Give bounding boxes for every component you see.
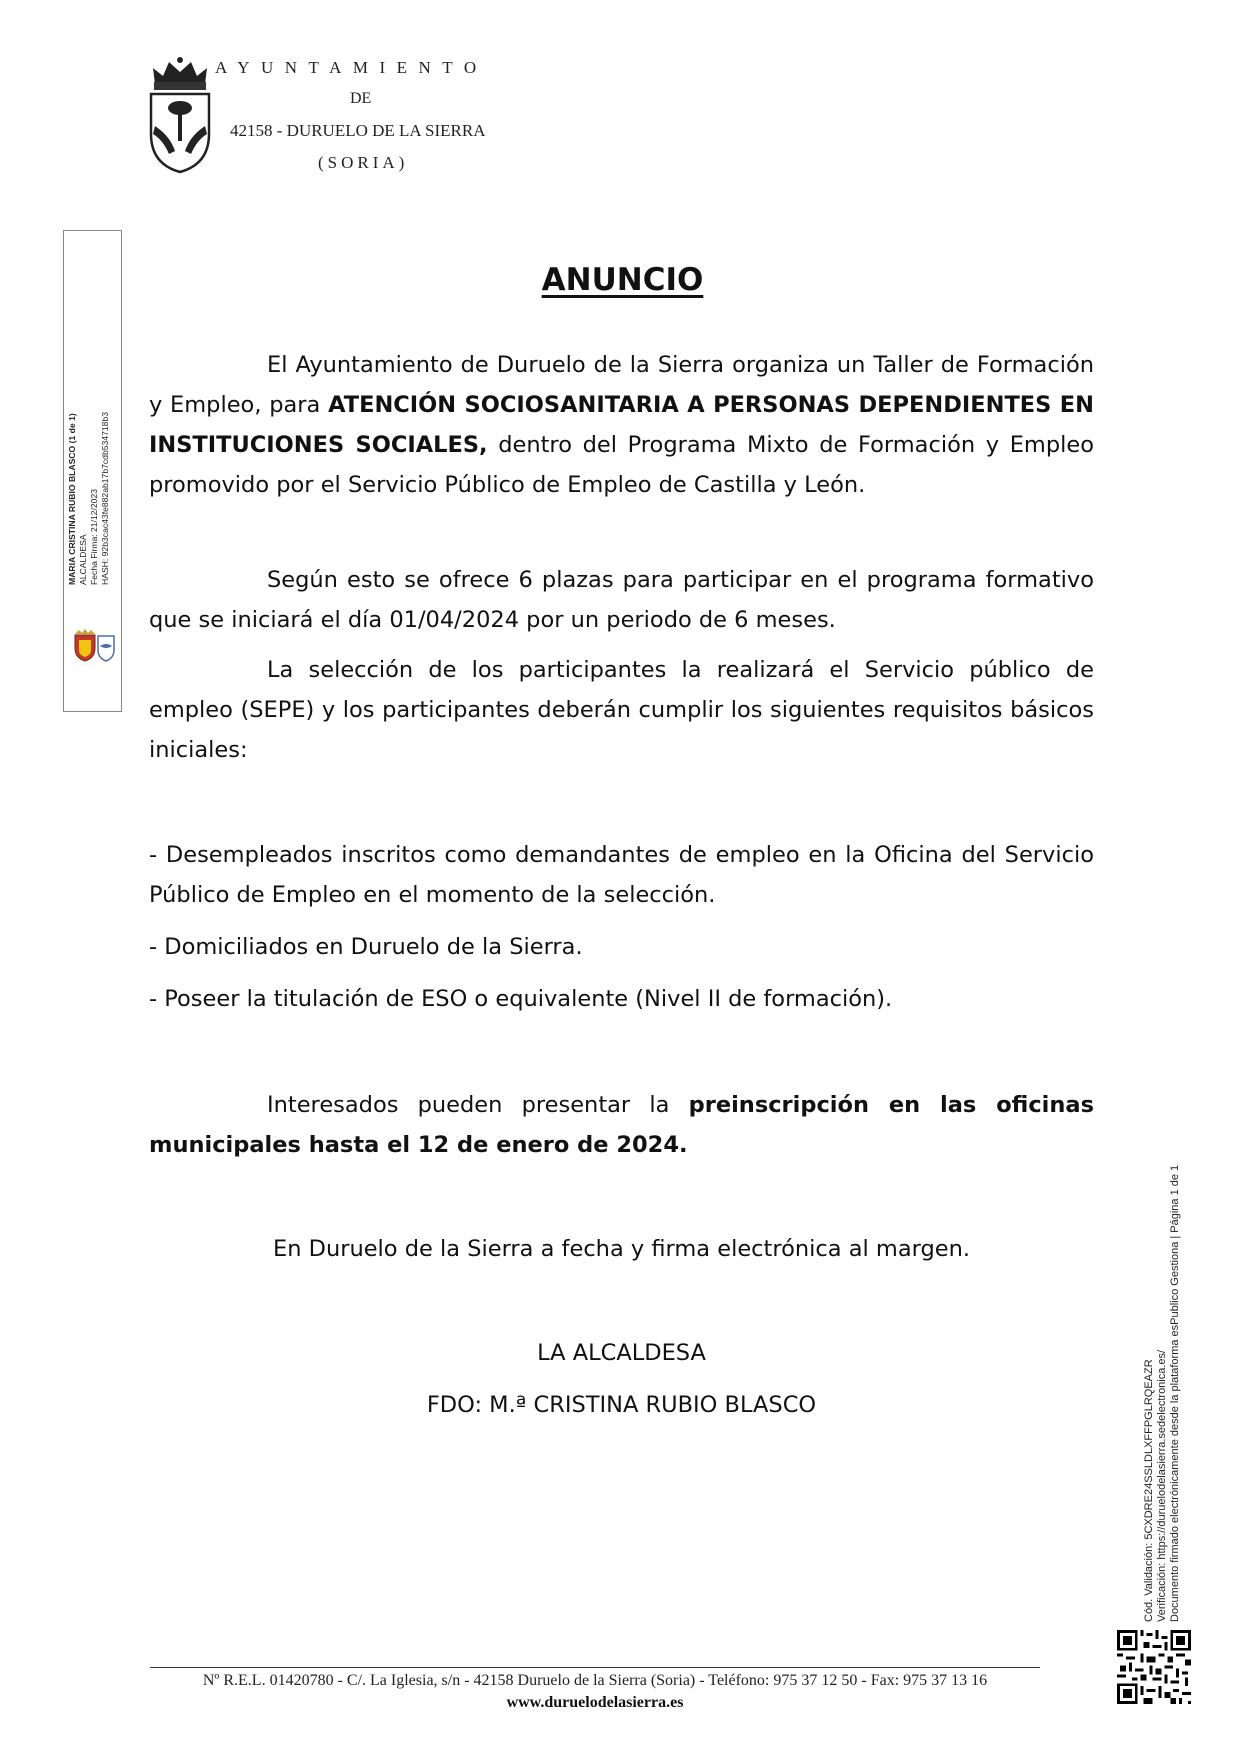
validation-platform: Documento firmado electrónicamente desde la plataforma esPublico Gestiona | Página 1 de 1 [1169, 1164, 1182, 1622]
preinscription-bold: preinscripción en las oficinas municipales hasta el 12 de enero de 2024. [149, 1092, 1094, 1158]
signature-date: Fecha Firma: 21/12/2023 [89, 488, 99, 585]
signer-title: LA ALCALDESA [537, 1340, 706, 1366]
paragraph-plazas [149, 560, 1094, 640]
requirement-item: - Poseer la titulación de ESO o equivalente (Nivel II de formación). [149, 986, 893, 1012]
paragraph-selection [149, 650, 1094, 770]
validation-url: Verificación: https://duruelodelasierra.sedelectronica.es/ [1156, 1349, 1169, 1622]
letterhead-de: DE [350, 90, 372, 107]
paragraph-preinscription [149, 1085, 1094, 1165]
requirement-item: - Domiciliados en Duruelo de la Sierra. [149, 934, 583, 960]
closing-line: En Duruelo de la Sierra a fecha y firma electrónica al margen. [272, 1236, 971, 1262]
signature-role: ALCALDESA [78, 534, 88, 585]
footer-divider [150, 1667, 1040, 1668]
intro-bold: ATENCIÓN SOCIOSANITARIA A PERSONAS DEPENDIENTES EN INSTITUCIONES SOCIALES, [149, 392, 1094, 458]
validation-code: Cód. Validación: 5CXDRE24SSLDLXFFPGLRQEAZR [1143, 1359, 1155, 1622]
document-title: ANUNCIO [541, 262, 704, 298]
intro-end: dentro del Programa Mixto de Formación y Empleo promovido por el Servicio Público de Empleo de Castilla y León. [149, 432, 1094, 498]
qr-code-icon[interactable] [1117, 1630, 1191, 1704]
preinscription-start: Interesados pueden presentar la [267, 1092, 689, 1118]
intro-start: El Ayuntamiento de Duruelo de la Sierra organiza un Taller de Formación y Empleo, para [149, 352, 1094, 418]
paragraph-intro [149, 345, 1094, 505]
coat-of-arms-logo [145, 56, 215, 174]
seal-icon [70, 628, 120, 662]
letterhead-org: AYUNTAMIENTO [215, 58, 488, 77]
validation-text [1143, 1092, 1183, 1622]
signature-hash: HASH: 92b3cac43fe882ab17b7cdb534718b3 [100, 412, 110, 585]
plazas-text: Según esto se ofrece 6 plazas para participar en el programa formativo que se iniciará el día 01/04/2024 por un periodo de 6 meses. [149, 567, 1094, 633]
footer-website-link[interactable]: www.duruelodelasierra.es [506, 1694, 684, 1711]
requirement-item: - Desempleados inscritos como demandantes de empleo en la Oficina del Servicio Público de Empleo en el momento de la selección. [149, 842, 1094, 908]
signature-signer: MARIA CRISTINA RUBIO BLASCO (1 de 1) [67, 413, 77, 585]
signer-name: FDO: M.ª CRISTINA RUBIO BLASCO [426, 1392, 817, 1418]
letterhead-province: (SORIA) [318, 153, 409, 172]
selection-text: La selección de los participantes la realizará el Servicio público de empleo (SEPE) y los participantes deberán cumplir los siguientes requisitos básicos iniciales: [149, 657, 1094, 763]
signature-text [67, 225, 111, 585]
letterhead-town: 42158 - DURUELO DE LA SIERRA [230, 121, 486, 140]
footer-address: Nº R.E.L. 01420780 - C/. La Iglesia, s/n - 42158 Duruelo de la Sierra (Soria) - Teléfono: 975 37 12 50 - Fax: 975 37 13 16 [202, 1672, 988, 1689]
